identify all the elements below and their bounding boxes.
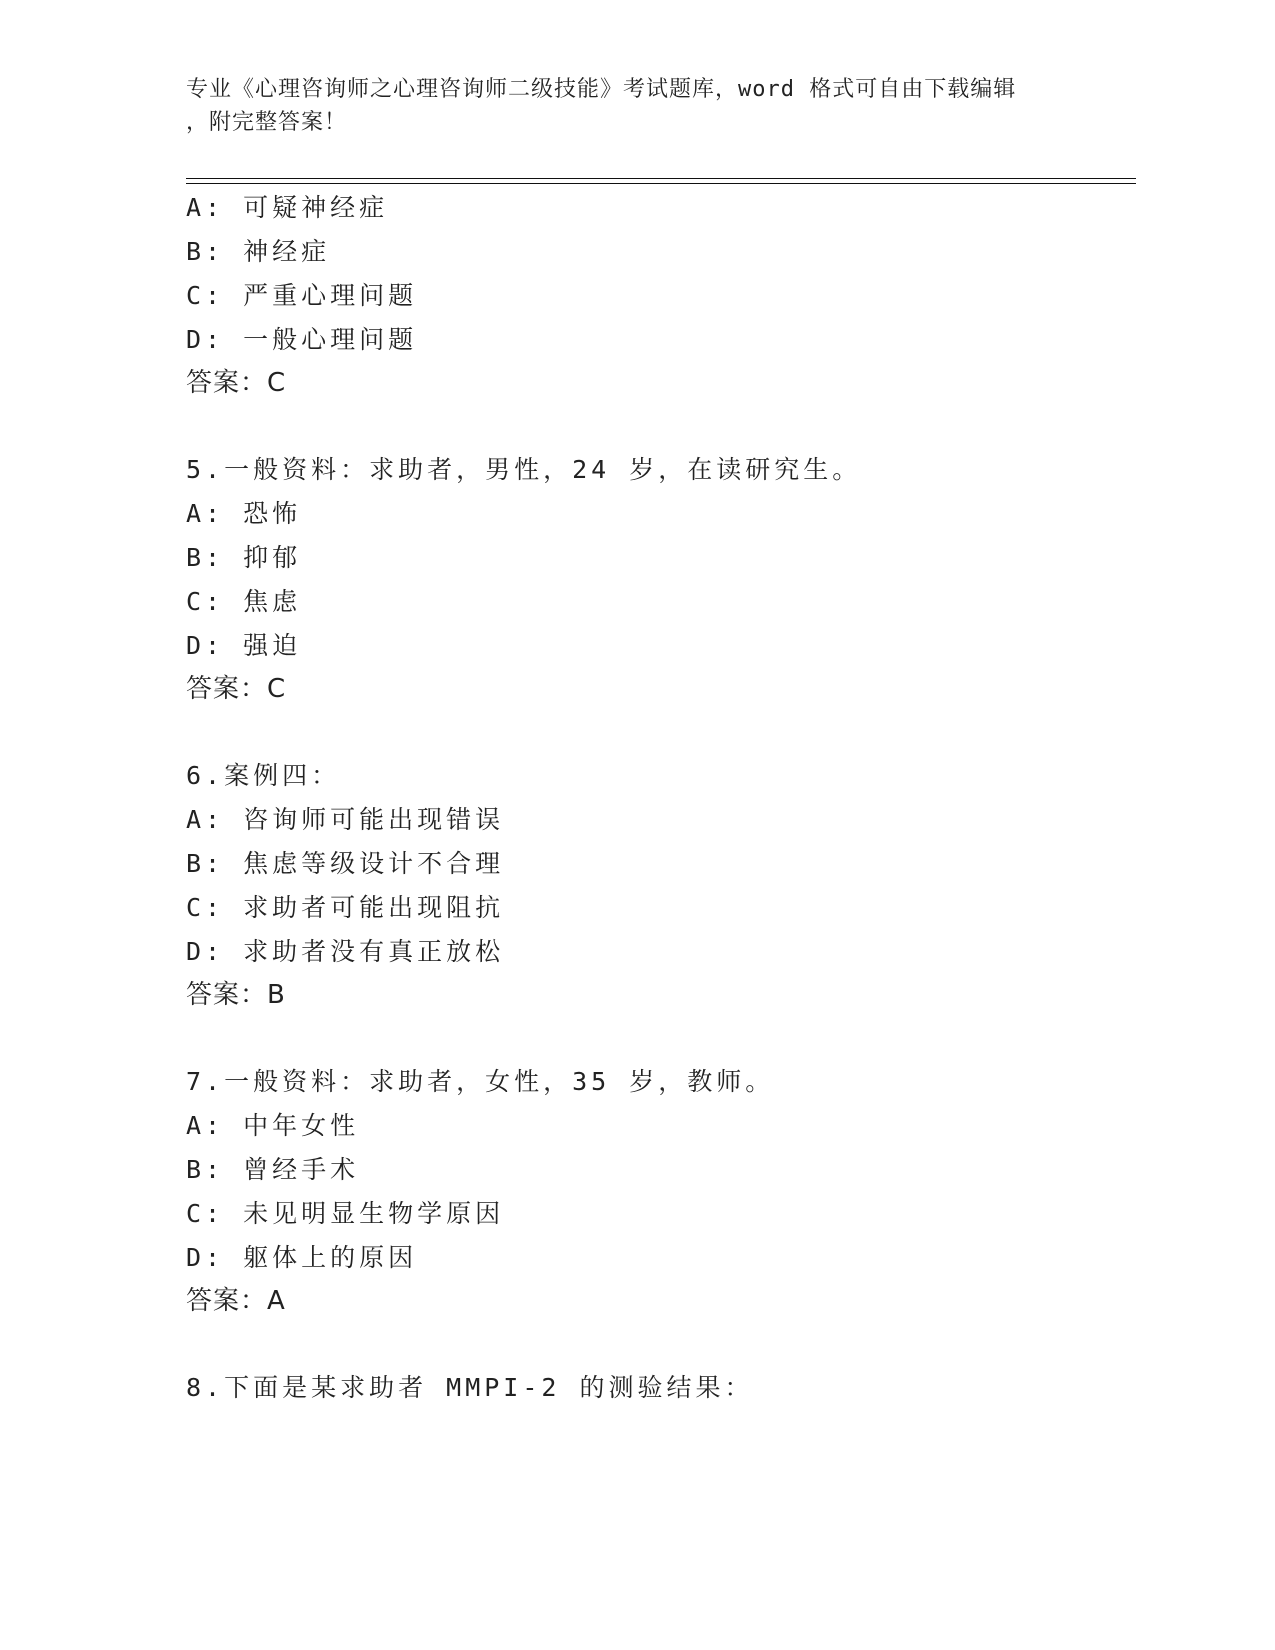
q7-option-d: D: 躯体上的原因 — [186, 1243, 418, 1272]
header-title-line-2: ，附完整答案！ — [186, 110, 348, 135]
q6-answer: 答案：B — [186, 980, 286, 1010]
q6-stem: 6.案例四： — [186, 761, 341, 790]
document-header — [186, 73, 1086, 139]
q7-option-c: C: 未见明显生物学原因 — [186, 1199, 505, 1228]
q6-option-b: B: 焦虑等级设计不合理 — [186, 849, 505, 878]
q7-option-b: B: 曾经手术 — [186, 1155, 360, 1184]
header-divider-bottom — [186, 183, 1136, 184]
q4-option-a: A: 可疑神经症 — [186, 193, 389, 222]
q5-option-c: C: 焦虑 — [186, 587, 302, 616]
header-title-line-1: 专业《心理咨询师之心理咨询师二级技能》考试题库，word 格式可自由下载编辑 — [186, 77, 1017, 102]
q8-stem: 8.下面是某求助者 MMPI-2 的测验结果： — [186, 1373, 754, 1402]
q5-option-a: A: 恐怖 — [186, 499, 302, 528]
q4-option-b: B: 神经症 — [186, 237, 331, 266]
q5-stem: 5.一般资料：求助者，男性，24 岁，在读研究生。 — [186, 455, 862, 484]
q4-option-d: D: 一般心理问题 — [186, 325, 418, 354]
q5-option-b: B: 抑郁 — [186, 543, 302, 572]
q7-stem: 7.一般资料：求助者，女性，35 岁，教师。 — [186, 1067, 775, 1096]
q7-option-a: A: 中年女性 — [186, 1111, 360, 1140]
q5-answer: 答案：C — [186, 674, 287, 704]
q7-answer: 答案：A — [186, 1286, 286, 1316]
q6-option-c: C: 求助者可能出现阻抗 — [186, 893, 505, 922]
q5-option-d: D: 强迫 — [186, 631, 302, 660]
header-divider-top — [186, 178, 1136, 179]
q4-answer: 答案：C — [186, 368, 287, 398]
q6-option-a: A: 咨询师可能出现错误 — [186, 805, 505, 834]
q6-option-d: D: 求助者没有真正放松 — [186, 937, 505, 966]
q4-option-c: C: 严重心理问题 — [186, 281, 418, 310]
